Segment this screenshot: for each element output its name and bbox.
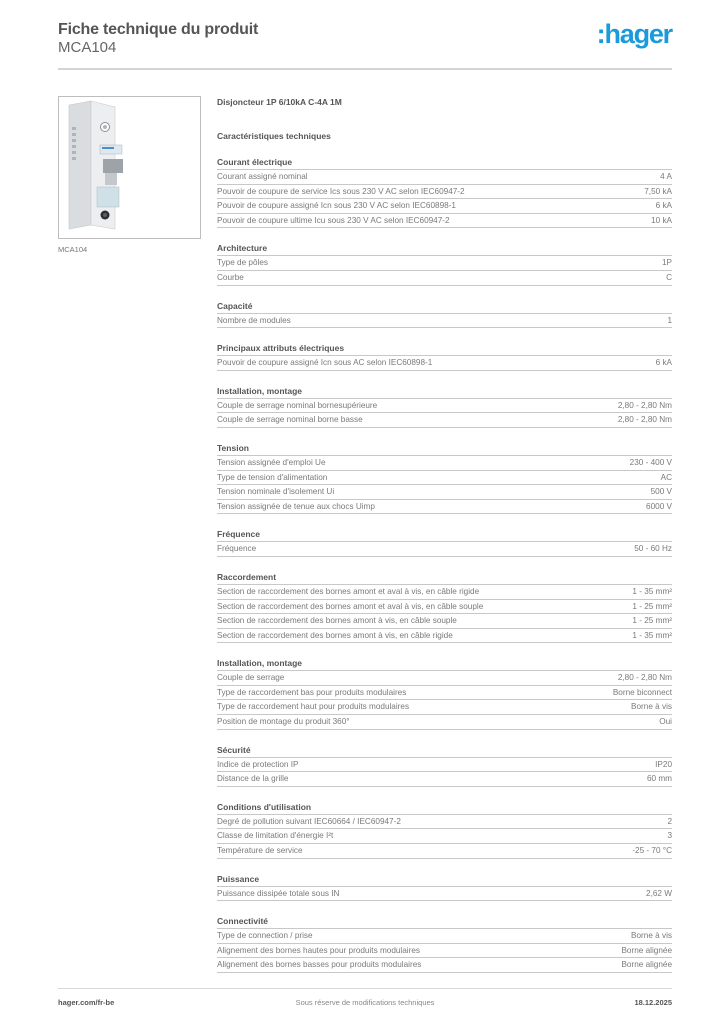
group-title: Raccordement (217, 571, 672, 585)
spec-group (217, 528, 672, 557)
hager-logo: :hager (596, 19, 672, 49)
spec-label: Type de tension d'alimentation (217, 472, 328, 482)
spec-label: Alignement des bornes basses pour produits modulaires (217, 960, 422, 970)
spec-label: Position de montage du produit 360° (217, 717, 350, 727)
spec-label: Classe de limitation d'énergie I²t (217, 831, 334, 841)
spec-row (217, 456, 672, 471)
spec-value: 2,80 - 2,80 Nm (617, 673, 672, 683)
spec-group (217, 385, 672, 428)
spec-value: Borne alignée (621, 945, 672, 955)
spec-label: Distance de la grille (217, 774, 289, 784)
spec-value: 1 - 35 mm² (632, 630, 672, 640)
spec-value: Borne à vis (631, 931, 672, 941)
spec-label: Section de raccordement des bornes amont à vis, en câble souple (217, 616, 457, 626)
spec-row (217, 214, 672, 229)
spec-value: IP20 (655, 759, 672, 769)
footer-date: 18.12.2025 (634, 998, 672, 1007)
spec-label: Type de raccordement haut pour produits modulaires (217, 702, 410, 712)
spec-row (217, 944, 672, 959)
spec-group (217, 571, 672, 643)
spec-row (217, 815, 672, 830)
group-title: Courant électrique (217, 156, 672, 170)
group-title: Capacité (217, 300, 672, 314)
spec-value: Borne biconnect (612, 687, 672, 697)
group-title: Sécurité (217, 744, 672, 758)
spec-group (217, 744, 672, 787)
spec-label: Pouvoir de coupure de service Ics sous 230 V AC selon IEC60947-2 (217, 186, 465, 196)
spec-group (217, 657, 672, 729)
spec-label: Type de pôles (217, 258, 268, 268)
spec-row (217, 399, 672, 414)
spec-value: 1 - 35 mm² (632, 586, 672, 596)
footer-divider (58, 988, 672, 989)
spec-row (217, 542, 672, 557)
photo-caption: MCA104 (58, 245, 88, 254)
spec-label: Température de service (217, 846, 303, 856)
spec-value: 3 (667, 831, 672, 841)
spec-row (217, 356, 672, 371)
spec-row (217, 844, 672, 859)
spec-row (217, 485, 672, 500)
spec-row (217, 271, 672, 286)
spec-row (217, 256, 672, 271)
spec-row (217, 314, 672, 329)
spec-row (217, 471, 672, 486)
group-title: Installation, montage (217, 657, 672, 671)
spec-label: Couple de serrage (217, 673, 285, 683)
document-title: Fiche technique du produit (58, 21, 259, 38)
spec-group (217, 915, 672, 973)
footer-disclaimer: Sous réserve de modifications techniques (295, 998, 435, 1007)
spec-value: 1 - 25 mm² (632, 616, 672, 626)
spec-label: Section de raccordement des bornes amont et aval à vis, en câble rigide (217, 586, 480, 596)
spec-value: 2,80 - 2,80 Nm (617, 400, 672, 410)
spec-value: 6 kA (655, 201, 672, 211)
spec-row (217, 185, 672, 200)
group-title: Conditions d'utilisation (217, 801, 672, 815)
spec-label: Tension assignée d'emploi Ue (217, 457, 326, 467)
group-title: Connectivité (217, 915, 672, 929)
circuit-breaker-icon (59, 97, 200, 238)
spec-value: Borne alignée (621, 960, 672, 970)
spec-row (217, 929, 672, 944)
spec-value: 1P (661, 258, 672, 268)
spec-group (217, 300, 672, 329)
spec-groups (217, 156, 672, 973)
spec-label: Pouvoir de coupure assigné Icn sous AC selon IEC60898-1 (217, 358, 433, 368)
spec-label: Degré de pollution suivant IEC60664 / IEC60947-2 (217, 816, 401, 826)
spec-label: Pouvoir de coupure ultime Icu sous 230 V AC selon IEC60947-2 (217, 215, 450, 225)
spec-label: Nombre de modules (217, 315, 291, 325)
spec-row (217, 772, 672, 787)
spec-value: 2,80 - 2,80 Nm (617, 415, 672, 425)
group-title: Fréquence (217, 528, 672, 542)
spec-group (217, 342, 672, 371)
spec-value: 10 kA (651, 215, 672, 225)
spec-label: Pouvoir de coupure assigné Icn sous 230 V AC selon IEC60898-1 (217, 201, 456, 211)
spec-group (217, 442, 672, 514)
product-reference: MCA104 (58, 39, 117, 56)
spec-label: Indice de protection IP (217, 759, 299, 769)
spec-value: 50 - 60 Hz (634, 544, 672, 554)
spec-value: 6000 V (646, 501, 672, 511)
group-title: Architecture (217, 242, 672, 256)
spec-row (217, 686, 672, 701)
section-title: Caractéristiques techniques (217, 131, 331, 141)
spec-value: C (666, 272, 672, 282)
spec-label: Tension assignée de tenue aux chocs Uimp (217, 501, 375, 511)
spec-row (217, 700, 672, 715)
spec-label: Courant assigné nominal (217, 172, 308, 181)
spec-label: Type de connection / prise (217, 931, 313, 941)
spec-label: Puissance dissipée totale sous IN (217, 888, 340, 898)
spec-value: 2 (667, 816, 672, 826)
spec-label: Couple de serrage nominal borne basse (217, 415, 363, 425)
spec-content (217, 96, 672, 973)
spec-value: Oui (659, 717, 672, 727)
spec-row (217, 170, 672, 185)
spec-row (217, 199, 672, 214)
spec-value: 230 - 400 V (629, 457, 672, 467)
spec-value: 4 A (660, 172, 672, 181)
spec-label: Courbe (217, 272, 244, 282)
footer-website: hager.com/fr-be (58, 998, 115, 1007)
spec-group (217, 242, 672, 285)
spec-value: -25 - 70 °C (632, 846, 672, 856)
group-title: Installation, montage (217, 385, 672, 399)
spec-value: 1 - 25 mm² (632, 601, 672, 611)
spec-value: 500 V (650, 487, 672, 497)
page-header (58, 21, 672, 57)
spec-row (217, 413, 672, 428)
spec-row (217, 958, 672, 973)
spec-value: 1 (667, 315, 672, 325)
spec-row (217, 600, 672, 615)
spec-value: 6 kA (655, 358, 672, 368)
spec-value: Borne à vis (631, 702, 672, 712)
spec-value: AC (660, 472, 672, 482)
group-title: Puissance (217, 873, 672, 887)
group-title: Principaux attributs électriques (217, 342, 672, 356)
spec-row (217, 671, 672, 686)
spec-row (217, 715, 672, 730)
spec-label: Tension nominale d'isolement Ui (217, 487, 335, 497)
spec-row (217, 500, 672, 515)
spec-label: Fréquence (217, 544, 257, 554)
spec-row (217, 887, 672, 902)
group-title: Tension (217, 442, 672, 456)
spec-label: Type de raccordement bas pour produits modulaires (217, 687, 407, 697)
spec-label: Section de raccordement des bornes amont à vis, en câble rigide (217, 630, 453, 640)
spec-row (217, 829, 672, 844)
spec-value: 2,62 W (646, 888, 672, 898)
spec-label: Section de raccordement des bornes amont et aval à vis, en câble souple (217, 601, 484, 611)
spec-value: 60 mm (646, 774, 672, 784)
header-divider (58, 68, 672, 70)
spec-group (217, 801, 672, 859)
spec-group (217, 156, 672, 228)
product-photo (58, 96, 201, 239)
spec-row (217, 585, 672, 600)
spec-label: Alignement des bornes hautes pour produits modulaires (217, 945, 420, 955)
spec-row (217, 614, 672, 629)
spec-value: 7,50 kA (644, 186, 672, 196)
product-name: Disjoncteur 1P 6/10kA C-4A 1M (217, 97, 342, 107)
spec-label: Couple de serrage nominal bornesupérieure (217, 400, 378, 410)
spec-group (217, 873, 672, 902)
spec-row (217, 758, 672, 773)
spec-row (217, 629, 672, 644)
